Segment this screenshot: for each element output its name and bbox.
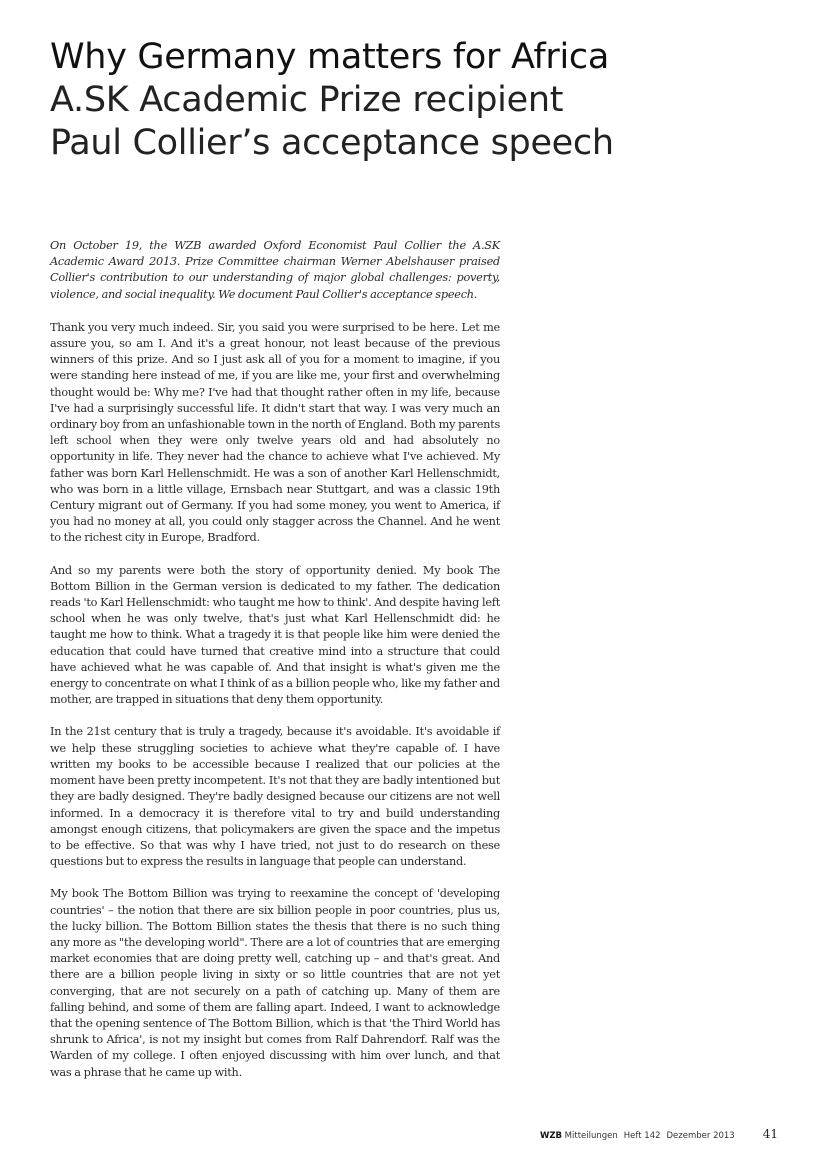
article-title: Why Germany matters for Africa bbox=[50, 37, 609, 77]
article-subtitle-line-1: A.SK Academic Prize recipient bbox=[50, 80, 564, 120]
page-number: 41 bbox=[762, 1127, 778, 1141]
page-footer bbox=[540, 1127, 778, 1141]
article-paragraph-4: My book The Bottom Billion was trying to reexamine the concept of 'developing countries' – the notion that there are six billion people in poor countries, plus us, the lucky billion. The Bottom Billion states the thesis that there is no such thing any more as "the developing world". There are a lot of countries that are emerging market economies that are doing pretty well, catching up – and that's great. And there are a billion people living in sixty or so little countries that are not yet converging, that are not securely on a path of catching up. Many of them are falling behind, and some of them are falling apart. Indeed, I want to acknowledge that the opening sentence of The Bottom Billion, which is that 'the Third World has shrunk to Africa', is not my insight but comes from Ralf Dahrendorf. Ralf was the Warden of my college. I often enjoyed discussing with him over lunch, and that was a phrase that he came up with. bbox=[50, 887, 500, 1079]
article-body bbox=[50, 238, 500, 1097]
footer-publication: Mitteilungen bbox=[564, 1131, 618, 1141]
footer-publication-line bbox=[540, 1131, 618, 1141]
article-lead: On October 19, the WZB awarded Oxford Economist Paul Collier the A.SK Academic Award 2013. Prize Committee chairman Werner Abelshauser praised Collier's contribution to our understanding of major global challenges: poverty, violence, and social inequality. We document Paul Collier's acceptance speech. bbox=[50, 239, 500, 301]
footer-issue: Heft 142 bbox=[623, 1131, 661, 1141]
article-header bbox=[50, 36, 790, 165]
article-paragraph-1: Thank you very much indeed. Sir, you said you were surprised to be here. Let me assure you, so am I. And it's a great honour, not least because of the previous winners of this prize. And so I just ask all of you for a moment to imagine, if you were standing here instead of me, if you are like me, your first and overwhelming thought would be: Why me? I've had that thought rather often in my life, because I've had a surprisingly successful life. It didn't start that way. I was very much an ordinary boy from an unfashionable town in the north of England. Both my parents left school when they were only twelve years old and had absolutely no opportunity in life. They never had the chance to achieve what I've achieved. My father was born Karl Hellenschmidt. He was a son of another Karl Hellenschmidt, who was born in a little village, Ernsbach near Stuttgart, and was a classic 19th Century migrant out of Germany. If you had some money, you went to America, if you had no money at all, you could only stagger across the Channel. And he went to the richest city in Europe, Bradford. bbox=[50, 320, 500, 545]
footer-date: Dezember 2013 bbox=[666, 1131, 735, 1141]
footer-brand: WZB bbox=[539, 1131, 562, 1141]
article-subtitle-line-2: Paul Collier’s acceptance speech bbox=[50, 123, 614, 163]
article-paragraph-3: In the 21st century that is truly a tragedy, because it's avoidable. It's avoidable if we help these struggling societies to achieve what they're capable of. I have written my books to be accessible because I realized that our policies at the moment have been pretty incompetent. It's not that they are badly intentioned but they are badly designed. They're badly designed because our citizens are not well informed. In a democracy it is therefore vital to try and build understanding amongst enough citizens, that policymakers are given the space and the impetus to be effective. So that was why I have tried, not just to do research on these questions but to express the results in language that people can understand. bbox=[50, 725, 500, 869]
article-paragraph-2: And so my parents were both the story of opportunity denied. My book The Bottom Billion in the German version is dedicated to my father. The dedication reads 'to Karl Hellenschmidt: who taught me how to think'. And despite having left school when he was only twelve, that's just what Karl Hellenschmidt did: he taught me how to think. What a tragedy it is that people like him were denied the education that could have turned that creative mind into a structure that could have achieved what he was capable of. And that insight is what's given me the energy to concentrate on what I think of as a billion people who, like my father and mother, are trapped in situations that deny them opportunity. bbox=[50, 563, 500, 707]
